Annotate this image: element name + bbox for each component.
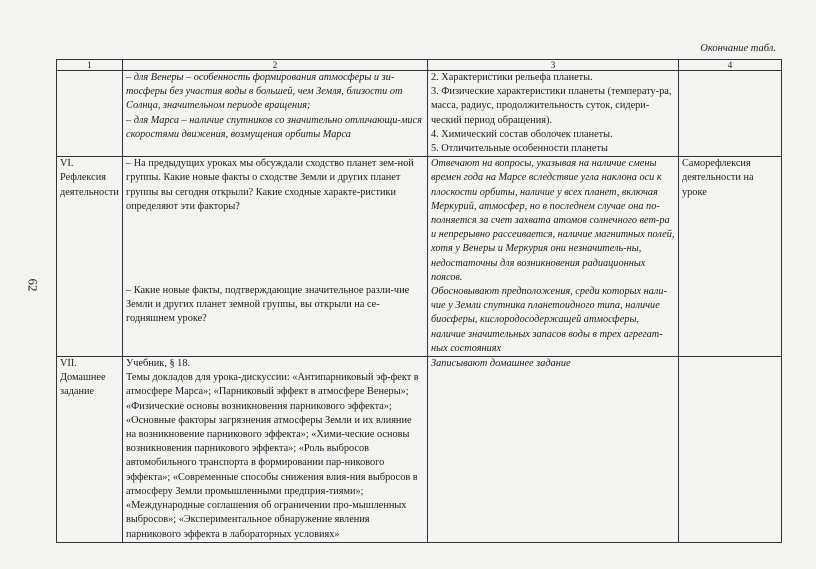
students-text: Записывают домашнее задание — [431, 358, 571, 370]
stage-cell: VI. Рефлексия деятельности — [57, 157, 123, 357]
students-text: 3. Физические характеристики планеты (температу-ра, масса, радиус, продолжительность суток, сидери-ческий период обращения). — [431, 86, 672, 126]
column-number: 4 — [679, 60, 782, 71]
students-cell — [428, 71, 679, 157]
teacher-cell — [123, 71, 428, 157]
table-row — [57, 157, 782, 357]
column-number: 3 — [428, 60, 679, 71]
teacher-text: – для Венеры – особенность формирования атмосферы и зи-тосферы без участия воды в большей, чем Земля, близости от Солнца, значительном периоде вращения; — [126, 72, 403, 112]
header-row — [57, 60, 782, 71]
lesson-table — [56, 59, 782, 543]
students-text: Обосновывают предположения, среди которых нали-чие у Земли спутника планетоидного типа, наличие биосферы, кислородосодержащей атмосферы, наличие значительных запасов воды в трех агрегат-ных состояниях — [431, 286, 667, 354]
students-text: Отвечают на вопросы, указывая на наличие смены времен года на Марсе вследствие угла наклона оси к плоскости орбиты, наличие у всех планет, включая Меркурий, атмосфер, но в последнем случае она по-полняется за счет захвата атомов солнечного вет-ра и непрерывно рассеивается, наличие магнитных полей, хотя у Венеры и Меркурия они незначитель-ны, недостаточны для возникновения радиационных поясов. — [431, 158, 675, 283]
stage-cell: VII. Домашнее задание — [57, 357, 123, 543]
teacher-text: – для Марса – наличие спутников со значительно отличающи-мися скоростями движения, возмущения орбиты Марса — [126, 114, 422, 140]
students-text: 2. Характеристики рельефа планеты. — [431, 72, 593, 83]
teacher-cell — [123, 157, 428, 357]
page-number: 62 — [25, 278, 41, 292]
teacher-text: – На предыдущих уроках мы обсуждали сходство планет зем-ной группы. Какие новые факты о сходстве Земли и других планет группы вы сегодня открыли? Какие сходные характе-ристики определяют эти факторы? — [126, 158, 414, 212]
continued-label: Окончание табл. — [700, 43, 776, 54]
table-row — [57, 357, 782, 543]
spacer — [126, 214, 424, 284]
teacher-text: Темы докладов для урока-дискуссии: «Антипарниковый эф-фект в атмосфере Марса»; «Парниковый эффект в атмосфере Венеры»; «Физические основы возникновения парникового эффекта»; «Основные факторы загрязнения атмосферы Земли и их влияние на возникновение парникового эффекта»; «Хими-ческие основы возникновения парникового эффекта»; «Роль выбросов автомобильного транспорта в формировании пар-никового эффекта»; «Современные способы снижения влия-ния выбросов в атмосферу Земли промышленными предприя-тиями»; «Международные соглашения об ограничении про-мышленных выбросов»; «Экспериментальное обнаружение явления парникового эффекта в лабораторных условиях» — [126, 372, 419, 540]
students-cell — [428, 157, 679, 357]
students-text: 4. Химический состав оболочек планеты. — [431, 128, 613, 140]
teacher-cell — [123, 357, 428, 543]
teacher-text: – Какие новые факты, подтверждающие значительное разли-чие Земли и других планет земной группы, вы открыли на се-годняшнем уроке? — [126, 285, 410, 325]
column-number: 1 — [57, 60, 123, 71]
result-cell — [679, 357, 782, 543]
students-cell — [428, 357, 679, 543]
column-number: 2 — [123, 60, 428, 71]
result-cell: Саморефлексия деятельности на уроке — [679, 157, 782, 357]
teacher-text: Учебник, § 18. — [126, 358, 191, 370]
result-cell — [679, 71, 782, 157]
students-text: 5. Отличительные особенности планеты — [431, 143, 608, 155]
table-row — [57, 71, 782, 157]
stage-cell — [57, 71, 123, 157]
